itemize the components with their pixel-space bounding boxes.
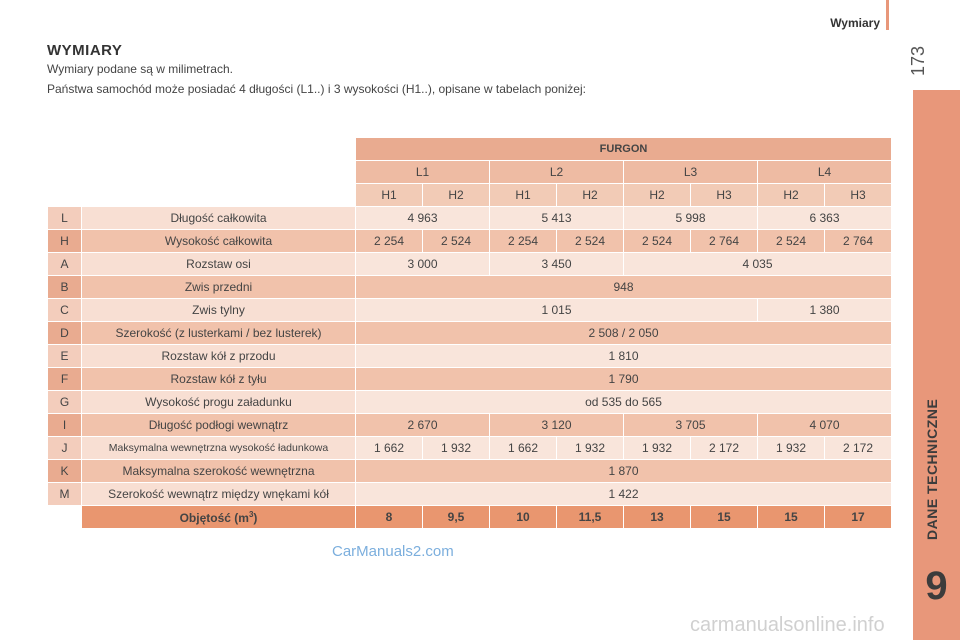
header-title: Wymiary <box>830 16 880 30</box>
table-cell: 1 422 <box>356 483 892 506</box>
table-row <box>48 322 892 345</box>
table-cell: 1 662 <box>356 437 423 460</box>
volume-cell: 15 <box>691 506 758 529</box>
intro-text-2: Państwa samochód może posiadać 4 długości (L1..) i 3 wysokości (H1..), opisane w tabelach poniżej: <box>47 82 586 96</box>
table-cell: 4 035 <box>624 253 892 276</box>
page-number: 173 <box>908 45 928 76</box>
row-code: F <box>48 368 82 391</box>
table-cell: 2 764 <box>825 230 892 253</box>
row-label: Zwis przedni <box>82 276 356 299</box>
blank-header-cell <box>48 161 356 184</box>
volume-cell: 13 <box>624 506 691 529</box>
height-header: H3 <box>825 184 892 207</box>
table-row <box>48 207 892 230</box>
volume-row <box>48 506 892 529</box>
table-cell: 1 932 <box>557 437 624 460</box>
table-cell: 2 172 <box>825 437 892 460</box>
table-cell: 3 120 <box>490 414 624 437</box>
table-cell: 1 932 <box>758 437 825 460</box>
length-header: L4 <box>758 161 892 184</box>
table-cell: 4 070 <box>758 414 892 437</box>
row-code: M <box>48 483 82 506</box>
table-row <box>48 460 892 483</box>
watermark-carmanualsonline: carmanualsonline.info <box>690 614 885 636</box>
table-row <box>48 414 892 437</box>
table-cell: 2 254 <box>490 230 557 253</box>
table-header-furgon: FURGON <box>356 138 892 161</box>
row-label: Wysokość progu załadunku <box>82 391 356 414</box>
row-code: G <box>48 391 82 414</box>
row-code: C <box>48 299 82 322</box>
height-header: H2 <box>758 184 825 207</box>
section-title: WYMIARY <box>47 42 123 59</box>
table-cell: 2 524 <box>758 230 825 253</box>
table-cell: 2 508 / 2 050 <box>356 322 892 345</box>
volume-cell: 9,5 <box>423 506 490 529</box>
volume-label: Objętość $(m^3)$ <box>82 506 356 529</box>
table-cell: 2 254 <box>356 230 423 253</box>
volume-cell: 8 <box>356 506 423 529</box>
table-cell: 1 380 <box>758 299 892 322</box>
watermark-carmanuals2: CarManuals2.com <box>332 543 454 560</box>
table-row <box>48 230 892 253</box>
length-header: L2 <box>490 161 624 184</box>
length-header: L1 <box>356 161 490 184</box>
table-cell: 3 705 <box>624 414 758 437</box>
row-code: B <box>48 276 82 299</box>
volume-cell: 11,5 <box>557 506 624 529</box>
volume-cell: 15 <box>758 506 825 529</box>
table-row <box>48 276 892 299</box>
table-cell: 1 810 <box>356 345 892 368</box>
table-row <box>48 391 892 414</box>
chapter-tab <box>913 90 960 640</box>
table-row <box>48 299 892 322</box>
header-divider <box>886 0 889 30</box>
height-header: H1 <box>356 184 423 207</box>
row-code: I <box>48 414 82 437</box>
table-row <box>48 368 892 391</box>
row-code: L <box>48 207 82 230</box>
height-header: H1 <box>490 184 557 207</box>
row-code: H <box>48 230 82 253</box>
chapter-number: 9 <box>925 564 948 608</box>
table-cell: 1 870 <box>356 460 892 483</box>
table-cell: 2 670 <box>356 414 490 437</box>
height-header: H3 <box>691 184 758 207</box>
table-cell: 4 963 <box>356 207 490 230</box>
row-label: Rozstaw kół z tyłu <box>82 368 356 391</box>
table-cell: 1 932 <box>423 437 490 460</box>
row-label: Długość podłogi wewnątrz <box>82 414 356 437</box>
table-cell: 3 000 <box>356 253 490 276</box>
table-cell: 1 932 <box>624 437 691 460</box>
height-header: H2 <box>423 184 490 207</box>
table-cell: 1 790 <box>356 368 892 391</box>
table-row <box>48 345 892 368</box>
volume-cell: 10 <box>490 506 557 529</box>
row-code: A <box>48 253 82 276</box>
table-row <box>48 437 892 460</box>
table-cell: 2 524 <box>624 230 691 253</box>
blank-header-cell <box>48 184 356 207</box>
table-cell: 2 524 <box>423 230 490 253</box>
table-cell: 2 172 <box>691 437 758 460</box>
table-cell: 2 764 <box>691 230 758 253</box>
table-cell: 2 524 <box>557 230 624 253</box>
row-label: Długość całkowita <box>82 207 356 230</box>
table-cell: 1 015 <box>356 299 758 322</box>
row-label: Maksymalna szerokość wewnętrzna <box>82 460 356 483</box>
height-header: H2 <box>624 184 691 207</box>
row-label: Rozstaw osi <box>82 253 356 276</box>
table-cell: 1 662 <box>490 437 557 460</box>
table-row <box>48 253 892 276</box>
height-header: H2 <box>557 184 624 207</box>
row-code: K <box>48 460 82 483</box>
row-label: Wysokość całkowita <box>82 230 356 253</box>
blank-cell <box>48 506 82 529</box>
intro-text-1: Wymiary podane są w milimetrach. <box>47 62 233 76</box>
table-cell: 5 998 <box>624 207 758 230</box>
row-label: Szerokość wewnątrz między wnękami kół <box>82 483 356 506</box>
row-label: Rozstaw kół z przodu <box>82 345 356 368</box>
length-header: L3 <box>624 161 758 184</box>
table-cell: od 535 do 565 <box>356 391 892 414</box>
table-cell: 5 413 <box>490 207 624 230</box>
row-label: Szerokość (z lusterkami / bez lusterek) <box>82 322 356 345</box>
row-code: D <box>48 322 82 345</box>
blank-header-cell <box>48 138 356 161</box>
chapter-title: DANE TECHNICZNE <box>924 398 940 540</box>
table-cell: 948 <box>356 276 892 299</box>
row-code: J <box>48 437 82 460</box>
row-label: Maksymalna wewnętrzna wysokość ładunkowa <box>82 437 356 460</box>
table-cell: 3 450 <box>490 253 624 276</box>
volume-cell: 17 <box>825 506 892 529</box>
row-label: Zwis tylny <box>82 299 356 322</box>
table-cell: 6 363 <box>758 207 892 230</box>
dimensions-table <box>47 137 892 529</box>
row-code: E <box>48 345 82 368</box>
table-row <box>48 483 892 506</box>
